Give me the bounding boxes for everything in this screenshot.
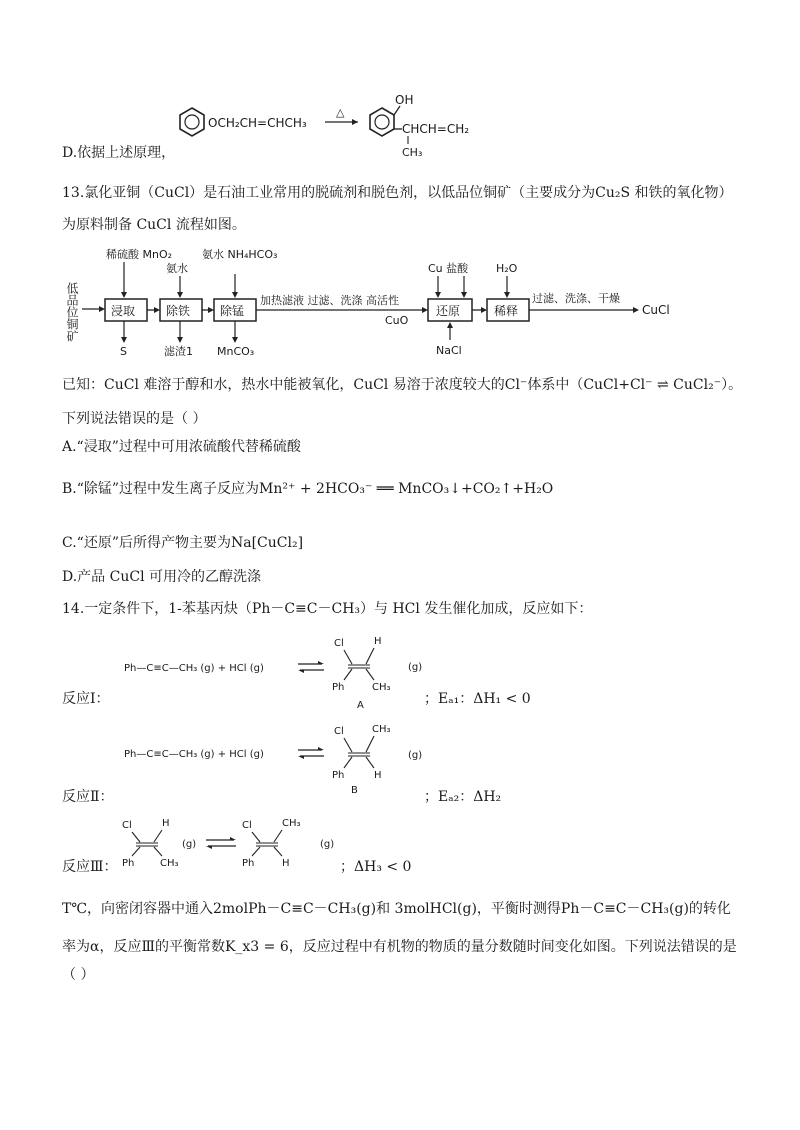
q13-option-b: B.“除锰”过程中发生离子反应为Mn²⁺ + 2HCO₃⁻ ══ MnCO₃↓+CO₂↑+H₂O [62,481,554,497]
flow-step3-label: 除锰 [220,304,245,318]
product-methyl: CH₃ [402,146,423,159]
q13-option-d: D.产品 CuCl 可用冷的乙醇洗涤 [62,569,261,585]
header-reaction-scheme [170,88,500,160]
flow-step2-reagents: 氨水 [166,262,188,275]
r1-g: (g) [408,662,423,673]
q13-intro-line-2: 为原料制备 CuCl 流程如图。 [62,217,246,233]
q13-intro-line-1: 13.氯化亚铜（CuCl）是石油工业常用的脱硫剂和脱色剂，以低品位铜矿（主要成分为Cu₂S 和铁的氧化物） [62,185,733,201]
q14-body-line-1: T℃，向密闭容器中通入2molPh－C≡C－CH₃(g)和 3molHCl(g)，平衡时测得Ph－C≡C－CH₃(g)的转化 [62,901,731,917]
flow-step2-label: 除铁 [166,304,191,318]
svg-text:Ph: Ph [242,858,255,869]
flow-step1-label: 浸取 [111,304,136,318]
reactant-chain: OCH₂CH=CHCH₃ [208,116,307,130]
flow-step1-reagents: 稀硫酸 MnO₂ [106,248,173,261]
r1-condition: ；Eₐ₁：ΔH₁ < 0 [424,691,531,707]
r1-lhs: Ph—C≡C—CH₃ (g) + HCl (g) [124,663,264,674]
r2-h: H [374,770,382,781]
flow-product: CuCl [642,303,670,317]
svg-text:Cl: Cl [122,820,132,831]
r3-condition: ；ΔH₃ < 0 [340,859,412,875]
svg-text:H: H [282,858,290,869]
flow-cuo: CuO [385,314,409,327]
flow-step5-reagents: H₂O [496,262,518,275]
r2-ch3: CH₃ [372,724,391,735]
svg-text:Ph: Ph [122,858,135,869]
q13-option-a: A.“浸取”过程中可用浓硫酸代替稀硫酸 [62,439,301,455]
flow-step2-output: 滤渣1 [164,345,193,358]
r2-cl: Cl [334,726,344,737]
r1-product-structure-a [330,634,430,704]
flow-step3-reagents: 氨水 NH₄HCO₃ [202,248,278,261]
svg-text:(g): (g) [320,839,335,850]
r1-cl: Cl [334,638,344,649]
r3-label: 反应Ⅲ： [62,859,118,875]
r2-g: (g) [408,750,423,761]
r2-lhs: Ph—C≡C—CH₃ (g) + HCl (g) [124,749,264,760]
svg-text:(g): (g) [182,839,197,850]
r2-condition: ；Eₐ₂：ΔH₂ [424,789,502,805]
r1-product-name: A [357,700,364,711]
q12-option-d: D.依据上述原理， [62,145,176,161]
svg-text:H: H [162,818,170,829]
r1-h: H [374,636,382,647]
q14-intro: 14.一定条件下，1-苯基丙炔（Ph－C≡C－CH₃）与 HCl 发生催化加成，反应如下： [62,601,593,617]
r3-equilibrium-arrow [204,836,238,850]
r1-ph: Ph [332,682,345,693]
flow-raw-material: 低品位铜矿 [65,282,79,342]
r1-equilibrium-arrow [296,660,326,674]
svg-text:CH₃: CH₃ [282,818,301,829]
r1-label: 反应Ⅰ： [62,691,110,707]
r2-product-name: B [351,785,358,796]
benzene-ring-right [370,108,394,136]
r2-equilibrium-arrow [296,746,326,760]
flow-step5-label: 稀释 [494,304,519,318]
r2-label: 反应Ⅱ： [62,789,114,805]
flow-step4-reagents: Cu 盐酸 [428,262,469,275]
q13-flow-chart [60,244,740,364]
product-chain: CHCH=CH₂ [402,122,470,136]
r2-product-structure-b [330,722,430,792]
r1-ch3: CH₃ [372,682,391,693]
q14-body-line-3: （ ） [62,967,95,983]
flow-step3-output: MnCO₃ [217,345,255,358]
q13-option-c: C.“还原”后所得产物主要为Na[CuCl₂] [62,535,304,551]
flow-end-text: 过滤、洗涤、干燥 [532,292,620,305]
svg-text:Cl: Cl [242,820,252,831]
heat-symbol: △ [336,106,345,119]
q13-question: 下列说法错误的是（ ） [62,411,207,427]
r2-ph: Ph [332,770,345,781]
svg-text:CH₃: CH₃ [160,858,179,869]
product-oh: OH [395,93,414,107]
q13-known: 已知：CuCl 难溶于醇和水，热水中能被氧化，CuCl 易溶于浓度较大的Cl⁻体系中（CuCl+Cl⁻ ⇌ CuCl₂⁻）。 [62,377,743,393]
q14-body-line-2: 率为α，反应Ⅲ的平衡常数K_x3 = 6，反应过程中有机物的物质的量分数随时间变化如图。下列说法错误的是 [62,939,737,955]
flow-middle-text: 加热滤液 过滤、洗涤 高活性 [260,294,399,307]
r3-product-structure-b [240,816,350,876]
flow-step1-output: S [120,345,127,358]
flow-step4-input: NaCl [436,344,462,357]
flow-step4-label: 还原 [436,304,461,318]
benzene-ring-left [180,108,204,136]
